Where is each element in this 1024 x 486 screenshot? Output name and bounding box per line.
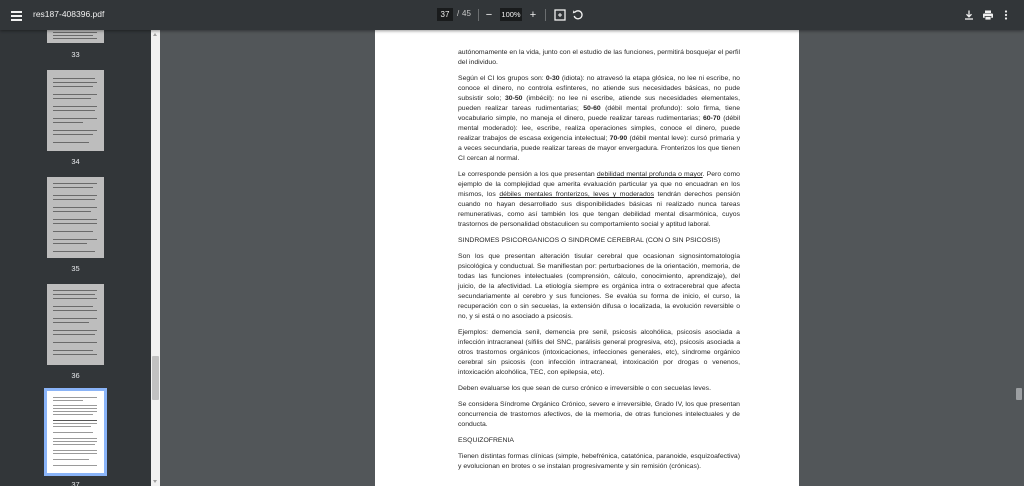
bold-run: 0-30	[545, 75, 560, 82]
scroll-up-icon[interactable]	[153, 33, 157, 36]
bold-run: 70-90	[609, 135, 628, 142]
section-heading: SINDROMES PSICORGANICOS O SINDROME CEREBRAL (CON O SIN PSICOSIS)	[458, 237, 721, 244]
pdf-toolbar	[0, 0, 1024, 30]
paragraph: Tienen distintas formas clínicas (simple, hebefrénica, catatónica, paranoide, esquizoafectiva) y evolucionan en brotes o se instalan progresivamente y sin remisión (crónicas).	[458, 453, 740, 470]
underlined-run: débiles mentales fronterizos, leves y moderados	[499, 191, 655, 198]
paragraph	[458, 170, 740, 230]
zoom-in-button[interactable]: +	[529, 9, 537, 21]
page-thumbnail-35[interactable]	[47, 177, 104, 258]
page-separator: /	[457, 9, 460, 18]
zoom-out-button[interactable]: −	[485, 9, 493, 21]
download-icon	[963, 9, 975, 21]
thumbnail-label: 33	[71, 50, 80, 59]
page-thumbnail-36[interactable]	[47, 284, 104, 365]
bold-run: 30-50	[504, 95, 523, 102]
text-run: (imbécil): no lee ni escribe, atiende sus necesidades elementales, pueden realizar tareas rudimentarias;	[458, 95, 741, 112]
section-heading: ESQUIZOFRENIA	[458, 437, 514, 444]
thumbnail-label: 36	[71, 371, 80, 380]
paragraph: Deben evaluarse los que sean de curso crónico e irreversible o con secuelas leves.	[458, 385, 711, 392]
fit-to-page-button[interactable]	[552, 7, 568, 23]
zoom-level-input[interactable]: 100%	[501, 10, 521, 19]
fit-page-icon	[554, 9, 566, 21]
total-pages: 45	[462, 9, 471, 18]
text-run: . Pero como ejemplo de la complejidad que amerita evaluación particular ya que no encuadran en los mismos, los	[458, 171, 740, 198]
underlined-run: debilidad mental profunda o mayor	[596, 171, 703, 178]
text-run: (débil mental profundo): solo firma, tiene vocabulario simple, no maneja el dinero, puede realizar tareas rudimentarias;	[458, 105, 741, 122]
page-thumbnail-34[interactable]	[47, 70, 104, 151]
thumbnail-sidebar	[0, 30, 151, 486]
more-vert-icon	[1000, 9, 1012, 21]
paragraph: autónomamente en la vida, junto con el estudio de las funciones, permitirá bosquejar el perfil del individuo.	[458, 49, 740, 66]
text-run: (idiota): no atravesó la etapa glósica, no lee ni escribe, no conoce el dinero, no controla esfínteres, no atiende sus necesidades básicas, no pude subsistir solo;	[458, 75, 740, 102]
paragraph: Se considera Síndrome Orgánico Crónico, severo e irreversible, Grado IV, los que presentan concurrencia de trastornos afectivos, de la memoria, de otras funciones intelectuales y de conducta.	[458, 401, 740, 428]
print-icon	[982, 9, 994, 21]
text-run: tendrán derechos pensión cuando no hayan desarrollado sus disponibilidades básicas ni realizado nunca tareas remunerativas, como así también los que tengan debilidad mental disarmónica, cuyos trastornos de personalidad obstaculicen su comportamiento social y aptitud laboral.	[458, 191, 740, 228]
thumbnail-label: 34	[71, 157, 80, 166]
toolbar-divider	[478, 9, 479, 21]
page-thumbnail-37-active[interactable]	[47, 391, 104, 473]
toolbar-divider	[545, 9, 546, 21]
text-run: Le corresponde pensión a los que presentan	[458, 171, 597, 178]
page-text	[458, 48, 740, 478]
thumbnail-label: 37	[71, 480, 80, 486]
sidebar-scrollbar[interactable]	[151, 30, 160, 486]
pdf-page	[375, 30, 799, 486]
more-actions-button[interactable]	[998, 7, 1014, 23]
rotate-icon	[572, 9, 584, 21]
bold-run: 60-70	[702, 115, 721, 122]
sidebar-scrollbar-thumb[interactable]	[152, 356, 159, 400]
paragraph: Ejemplos: demencia senil, demencia pre senil, psicosis alcohólica, psicosis asociada a infección intracraneal (sífilis del SNC, parálisis general progresiva, etc), psicosis asociada a otros trastornos orgánicos (intoxicaciones, infecciones generales, etc), síndrome orgánico cerebral sin psicosis (con infección intracraneal, intoxicación por drogas o venenos, intoxicación alcohólica, TEC, con epilepsia, etc).	[458, 329, 740, 376]
print-button[interactable]	[980, 7, 996, 23]
scroll-down-icon[interactable]	[153, 480, 157, 483]
text-run: (débil mental moderado): lee, escribe, realiza operaciones simples, conoce el dinero, puede realizar trabajos de escasa exigencia intelectual;	[458, 115, 741, 142]
document-scrollbar-thumb[interactable]	[1016, 388, 1022, 400]
paragraph	[458, 74, 740, 164]
bold-run: 50-60	[583, 105, 601, 112]
file-name: res187-408396.pdf	[33, 9, 105, 19]
paragraph: Son los que presentan alteración tisular cerebral que ocasionan signosintomatología psicológica y conductual. Se manifiestan por: perturbaciones de la orientación, memoria, de todas las funciones intelectuales (comprensión, cálculo, conocimiento, aprendizaje), del juicio, de la afectividad. La etiología siempre es orgánica intra o extracerebral que afecta secundariamente al cerebro y sus funciones. Se evalúa su forma de inicio, el curso, la recuperación con o sin secuelas, la extensión difusa o localizada, la evolución reversible o no, y si está o no asociado a psicosis.	[458, 253, 740, 320]
page-thumbnail-33[interactable]	[47, 30, 104, 43]
rotate-button[interactable]	[570, 7, 586, 23]
page-number-input[interactable]: 37	[437, 8, 453, 21]
text-run: Según el CI los grupos son:	[458, 75, 546, 82]
text-run: (débil mental leve): cursó primaria y a veces secundaria, puede realizar tareas de mayor envergadura. Fronterizos los que tienen CI cercan al normal.	[458, 135, 740, 162]
download-button[interactable]	[961, 7, 977, 23]
thumbnail-label: 35	[71, 264, 80, 273]
menu-icon[interactable]	[9, 6, 25, 24]
